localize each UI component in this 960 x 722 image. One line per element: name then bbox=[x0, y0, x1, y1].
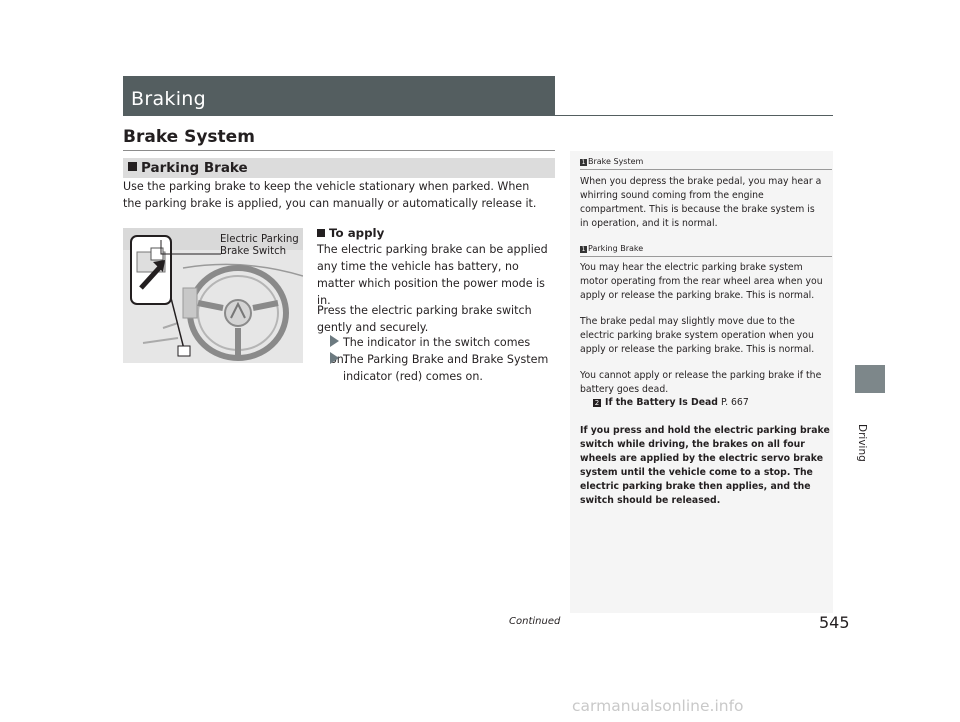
watermark: carmanualsonline.info bbox=[572, 697, 744, 715]
callout-label-line1: Electric Parking bbox=[220, 234, 299, 245]
apply-heading bbox=[317, 226, 384, 240]
press-paragraph: Press the electric parking brake switch gently and securely. bbox=[317, 304, 532, 334]
note-title bbox=[580, 157, 643, 166]
section-title: Braking bbox=[131, 88, 206, 110]
cross-reference-text: If the Battery Is Dead bbox=[605, 397, 718, 408]
result-text: The indicator in the switch comes on. bbox=[330, 336, 531, 366]
heading-rule bbox=[123, 150, 555, 151]
note-title-text: Parking Brake bbox=[588, 244, 644, 253]
note-text: When you depress the brake pedal, you may hear a whirring sound coming from the engine compartment. This is because the brake system is in operation, and it is normal. bbox=[580, 176, 822, 229]
chapter-label: Driving bbox=[856, 424, 868, 462]
note-title bbox=[580, 244, 643, 253]
arrow-right-icon bbox=[330, 335, 339, 347]
note-marker-icon: 1 bbox=[581, 246, 586, 253]
subsection-title bbox=[128, 160, 248, 176]
page-heading: Brake System bbox=[123, 127, 255, 147]
note-text: You may hear the electric parking brake system motor operating from the rear wheel area when you apply or release the parking brake. This is normal. bbox=[580, 262, 823, 301]
page-number: 545 bbox=[819, 613, 850, 632]
apply-heading-text: To apply bbox=[329, 226, 385, 240]
arrow-right-icon bbox=[330, 352, 339, 364]
intro-paragraph: Use the parking brake to keep the vehicle stationary when parked. When the parking brake is applied, you can manually or automatically release it. bbox=[123, 180, 537, 210]
cross-reference-page: P. 667 bbox=[720, 397, 749, 408]
callout-label bbox=[220, 234, 299, 258]
note-rule bbox=[580, 169, 832, 170]
note-text: You cannot apply or release the parking brake if the battery goes dead. bbox=[580, 370, 822, 395]
callout-label-line2: Brake Switch bbox=[220, 246, 287, 257]
apply-paragraph: The electric parking brake can be applied any time the vehicle has battery, no matter which position the power mode is in. bbox=[317, 243, 548, 307]
note-rule bbox=[580, 256, 832, 257]
result-text-continued: indicator (red) comes on. bbox=[343, 370, 483, 383]
reference-icon: 2 bbox=[594, 399, 600, 407]
continued-label: Continued bbox=[509, 616, 561, 627]
warning-note-text: If you press and hold the electric parking brake switch while driving, the brakes on all four wheels are applied by the electric servo brake system until the vehicle come to a stop. The electric parking brake then applies, and the switch should be released. bbox=[580, 425, 830, 506]
section-rule bbox=[555, 115, 833, 116]
note-text: The brake pedal may slightly move due to the electric parking brake system operation when you apply or release the parking brake. This is normal. bbox=[580, 316, 815, 355]
subsection-title-text: Parking Brake bbox=[141, 160, 248, 176]
result-text: The Parking Brake and Brake System bbox=[343, 353, 549, 366]
result-item bbox=[330, 351, 550, 368]
note-marker-icon: 1 bbox=[581, 159, 586, 166]
square-bullet-icon bbox=[128, 162, 137, 171]
chapter-tab bbox=[855, 365, 885, 393]
square-bullet-icon bbox=[317, 229, 325, 237]
note-title-text: Brake System bbox=[588, 157, 644, 166]
cross-reference-link[interactable] bbox=[593, 396, 749, 410]
